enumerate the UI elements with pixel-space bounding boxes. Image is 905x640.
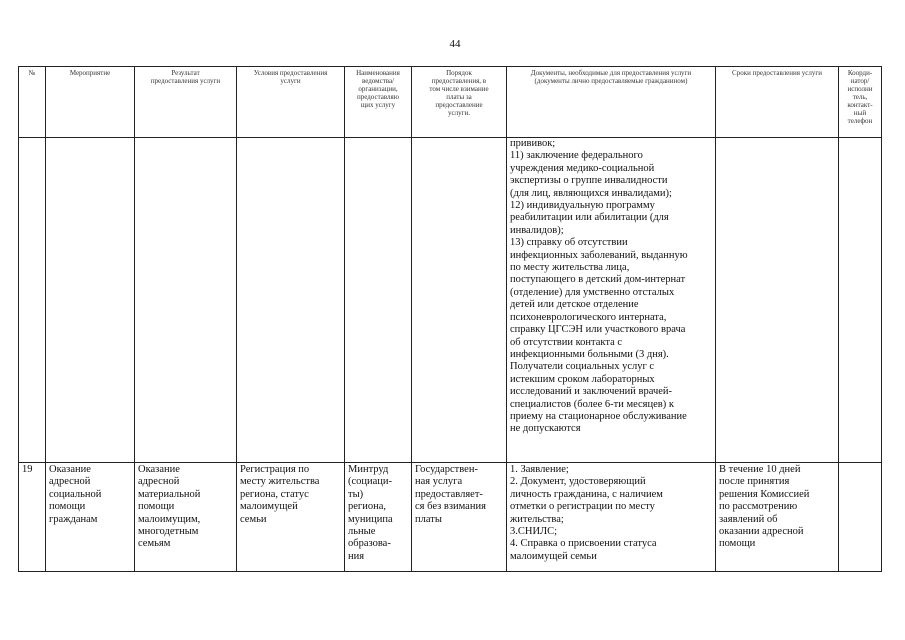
header-number: № <box>28 69 36 77</box>
document-line: 1. Заявление; <box>510 464 569 475</box>
document-line: экспертизы о группе инвалидности <box>510 175 668 187</box>
document-line: инвалидов); <box>510 224 564 236</box>
header-result: Результат предоставления услуги <box>150 69 221 85</box>
document-line: справку ЦГСЭН или участкового врача <box>510 324 686 336</box>
col-divider <box>236 66 237 572</box>
col-divider <box>881 66 882 572</box>
col-divider <box>344 66 345 572</box>
document-line: прививок; <box>510 138 556 149</box>
header-terms: Сроки предоставления услуги <box>732 69 822 77</box>
row-19-terms: В течение 10 дней после принятия решения Комиссией по рассмотрению заявлений об оказании адресной помощи <box>719 464 810 550</box>
document-line: реабилитации или абилитации (для <box>510 212 669 224</box>
row-19-procedure: Государствен- ная услуга предоставляет- ся без взимания платы <box>415 464 486 525</box>
services-table <box>18 66 882 572</box>
document-line: личность гражданина, с наличием <box>510 488 663 500</box>
document-line: психоневрологического интерната, <box>510 311 667 323</box>
row-19-conditions: Регистрация по месту жительства региона, статус малоимущей семьи <box>240 464 320 525</box>
document-line: (отделение) для умственно отсталых <box>510 286 675 298</box>
document-line: 2. Документ, удостоверяющий <box>510 476 646 488</box>
document-line: 3.СНИЛС; <box>510 526 558 538</box>
document-line: отметки о регистрации по месту <box>510 501 655 513</box>
document-line: об отсутствии контакта с <box>510 336 623 348</box>
document-line: 4. Справка о присвоении статуса <box>510 538 657 550</box>
document-line: специалистов (более 6-ти месяцев) к <box>510 398 674 410</box>
document-line: 11) заключение федерального <box>510 150 643 162</box>
header-documents: Документы, необходимые для предоставления услуги (документы лично предоставляемые гражданином) <box>530 69 692 85</box>
document-line: 12) индивидуальную программу <box>510 200 655 212</box>
row-19-agency: Минтруд (социаци- ты) региона, муниципа льные образова- ния <box>348 464 393 562</box>
document-line: исследований и заключений врачей- <box>510 386 673 398</box>
header-event: Мероприятие <box>69 69 111 77</box>
col-divider <box>45 66 46 572</box>
document-line: поступающего в детский дом-интернат <box>510 274 686 286</box>
document-line: Получатели социальных услуг с <box>510 361 655 373</box>
page-number: 44 <box>449 38 461 50</box>
table-border-bottom <box>18 571 882 572</box>
header-agency: Наименования ведомства/ организации, предоставляю щих услугу <box>356 69 400 109</box>
col-divider <box>134 66 135 572</box>
row-separator <box>18 462 882 463</box>
row-19-documents <box>510 464 714 570</box>
header-coordinator: Коорди- натор/ исполни тель, контакт- ный телефон <box>847 69 873 125</box>
continuation-documents-cell <box>510 138 714 462</box>
col-divider <box>18 66 19 572</box>
document-line: жительства; <box>510 513 564 525</box>
row-19-result: Оказание адресной материальной помощи малоимущим, многодетным семьям <box>138 464 201 550</box>
header-separator <box>18 137 882 138</box>
header-conditions: Условия предоставления услуги <box>253 69 328 85</box>
col-divider <box>411 66 412 572</box>
document-line: приему на стационарное обслуживание <box>510 410 687 422</box>
document-line: истекшим сроком лабораторных <box>510 373 655 385</box>
row-19-event: Оказание адресной социальной помощи гражданам <box>49 464 102 525</box>
table-border-top <box>18 66 882 67</box>
header-procedure: Порядок предоставления, в том числе взимание платы за предоставление услуги. <box>429 69 489 117</box>
document-line: 13) справку об отсутствии <box>510 237 628 249</box>
document-line: инфекционных заболеваний, выданную <box>510 249 688 261</box>
document-line: по месту жительства лица, <box>510 262 630 274</box>
col-divider <box>715 66 716 572</box>
document-line: учреждения медико-социальной <box>510 162 655 174</box>
col-divider <box>506 66 507 572</box>
document-line: не допускаются <box>510 423 581 435</box>
row-19-number: 19 <box>22 464 33 475</box>
document-line: (для лиц, являющихся инвалидами); <box>510 187 672 199</box>
document-line: инфекционными больными (3 дня). <box>510 348 669 360</box>
col-divider <box>838 66 839 572</box>
document-line: детей или детское отделение <box>510 299 639 311</box>
document-line: малоимущей семьи <box>510 550 597 562</box>
